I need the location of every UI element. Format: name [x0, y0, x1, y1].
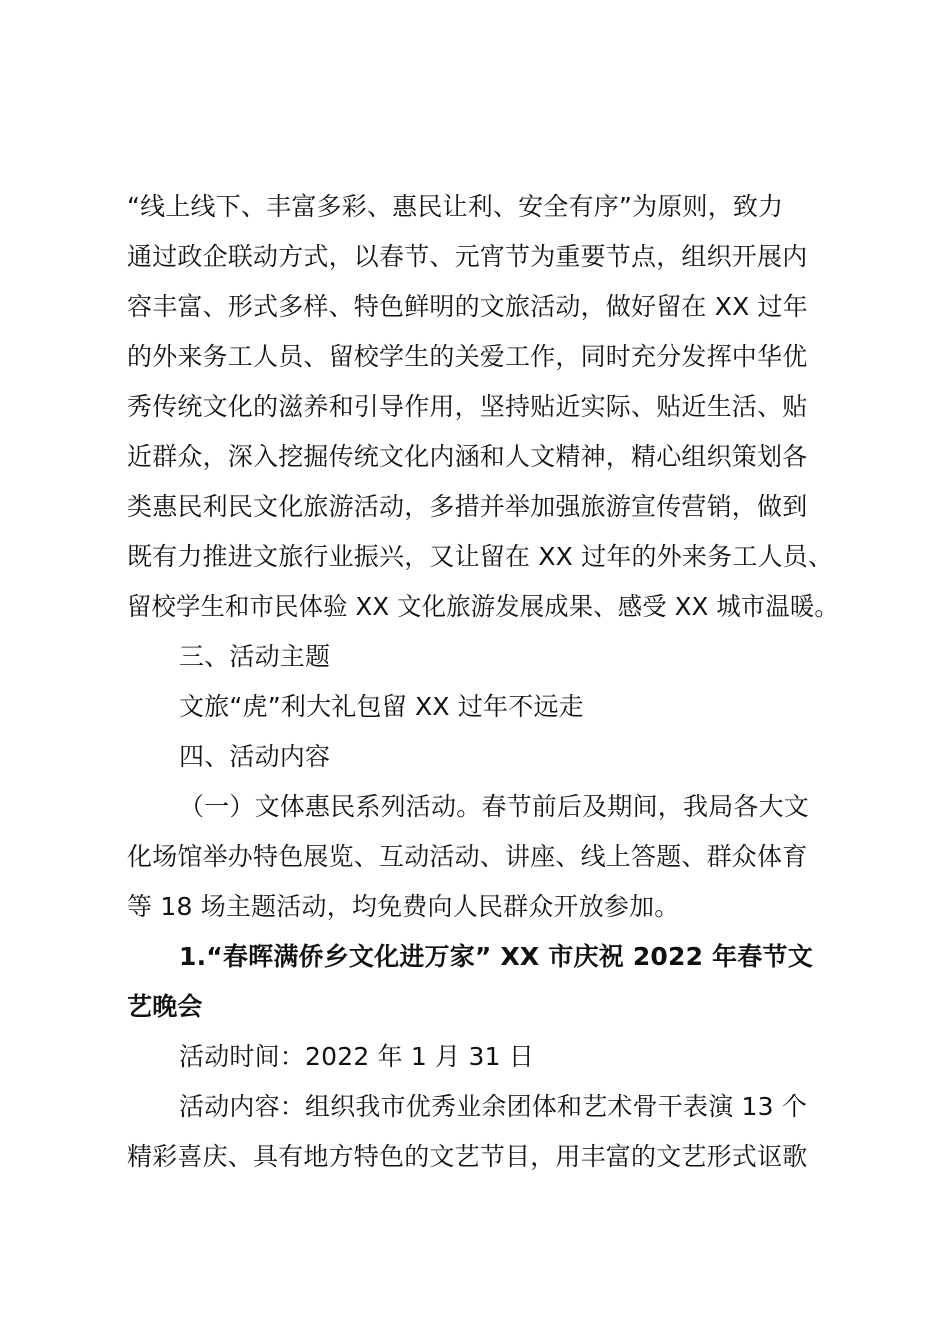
document-body — [127, 182, 839, 1182]
body-line: 化场馆举办特色展览、互动活动、讲座、线上答题、群众体育 — [127, 842, 808, 871]
item-heading: 1.“春晖满侨乡文化进万家” XX 市庆祝 2022 年春节文 — [179, 942, 813, 971]
body-line: 近群众，深入挖掘传统文化内涵和人文精神，精心组织策划各 — [127, 442, 808, 471]
body-line: 类惠民利民文化旅游活动，多措并举加强旅游宣传营销，做到 — [127, 492, 808, 521]
body-line: 的外来务工人员、留校学生的关爱工作，同时充分发挥中华优 — [127, 342, 808, 371]
item-heading-continued: 艺晚会 — [127, 992, 203, 1021]
body-line: 留校学生和市民体验 XX 文化旅游发展成果、感受 XX 城市温暖。 — [127, 592, 839, 621]
activity-time: 活动时间：2022 年 1 月 31 日 — [179, 1042, 535, 1071]
body-line: 既有力推进文旅行业振兴，又让留在 XX 过年的外来务工人员、 — [127, 542, 834, 571]
body-line: 精彩喜庆、具有地方特色的文艺节目，用丰富的文艺形式讴歌 — [127, 1142, 808, 1171]
theme-text: 文旅“虎”利大礼包留 XX 过年不远走 — [179, 692, 584, 721]
subsection-paragraph: （一）文体惠民系列活动。春节前后及期间，我局各大文 — [179, 792, 810, 821]
body-line: 容丰富、形式多样、特色鲜明的文旅活动，做好留在 XX 过年 — [127, 292, 808, 321]
body-line: 通过政企联动方式，以春节、元宵节为重要节点，组织开展内 — [127, 242, 808, 271]
body-line: “线上线下、丰富多彩、惠民让利、安全有序”为原则，致力 — [127, 192, 784, 221]
body-line: 秀传统文化的滋养和引导作用，坚持贴近实际、贴近生活、贴 — [127, 392, 808, 421]
section-heading-theme: 三、活动主题 — [179, 642, 331, 671]
section-heading-content: 四、活动内容 — [179, 742, 331, 771]
activity-content: 活动内容：组织我市优秀业余团体和艺术骨干表演 13 个 — [179, 1092, 808, 1121]
body-line: 等 18 场主题活动，均免费向人民群众开放参加。 — [127, 892, 680, 921]
